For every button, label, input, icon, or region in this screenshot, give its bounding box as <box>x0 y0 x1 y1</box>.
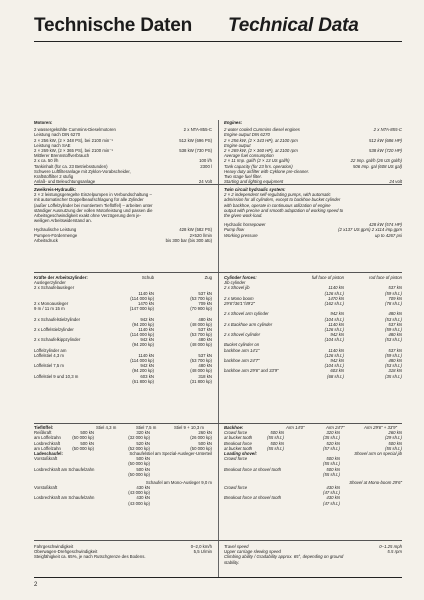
hydraulic-text-line <box>34 218 212 223</box>
force-value-2: (52 000 kp) <box>128 445 150 451</box>
forces-label: am Löffelzahn <box>34 445 61 451</box>
spec-label: Arbeitsdruck <box>34 237 58 243</box>
mono-label: Crowd force <box>224 485 248 491</box>
spec-value: 538 kW (730 PS) <box>179 147 212 153</box>
forces-label: at bucket tooth <box>224 445 253 451</box>
cylinder-push-value: (147 000 kp) <box>129 306 154 312</box>
spec-line <box>224 233 402 238</box>
column-header-pull: Zug <box>204 275 212 280</box>
spec-value: 5,5 U/min <box>193 549 212 555</box>
arm-column-3: Arm 29'6" + 33'9" <box>364 425 397 430</box>
spec-value: 2×520 l/min <box>189 232 212 238</box>
hydraulic-rule <box>34 272 402 273</box>
cylinder-push-value: (68 sh.t.) <box>327 373 344 379</box>
force-value-2: 320 kN <box>326 430 340 436</box>
cylinder-push-value: (114 000 kp) <box>130 358 154 363</box>
cylinder-push-value: (126 sh.t.) <box>324 352 344 358</box>
force-value-2: (35 sh.t.) <box>323 435 340 441</box>
cylinder-push-value: 1140 kN <box>138 326 154 332</box>
column-header-push: Schub <box>141 275 154 280</box>
cylinder-pull-value: 537 kN <box>388 347 402 353</box>
cylinder-pull-value: 480 kN <box>388 332 402 338</box>
hydraulic-text: 2 × 2 independent self-regulating pumps, with automatic <box>224 192 331 198</box>
spec-label: Pumpen-Fördermenge <box>34 232 78 238</box>
cylinder-push-value: 942 kN <box>140 363 154 369</box>
cylinder-pull-value: (48 000 kp) <box>190 321 212 327</box>
shovel-label: Losbrechkraft am Schaufelzahn <box>34 466 95 472</box>
cylinder-pull-value: (53 700 kp) <box>190 295 212 301</box>
force-value-1: (55 sh.t.) <box>267 445 284 451</box>
section-heading: Twin circuit hydraulic system: <box>224 187 286 192</box>
cylinder-label: backhoe arm 29'6" and 33'9" <box>224 368 279 374</box>
cylinder-push-value: 942 kN <box>330 358 344 363</box>
hydraulic-text: admission for all cylinders, except to backhoe bucket cylinder <box>224 197 341 203</box>
page-title-en: Technical Data <box>228 15 359 36</box>
force-value-1: (50 000 kp) <box>72 435 94 441</box>
cylinder-pull-value: (59 sh.t.) <box>385 326 402 332</box>
spec-label: Hydraulic horsepower <box>224 222 266 228</box>
force-value-3: 500 kN <box>198 440 212 446</box>
section-heading: Motoren: <box>34 120 53 125</box>
cylinder-push-value: (114 000 kp) <box>130 295 154 301</box>
mono-value: (43 000 kp) <box>128 490 150 496</box>
cylinder-push-value: 1140 kN <box>138 352 154 358</box>
cylinder-push-value: (126 sh.t.) <box>324 326 344 332</box>
cylinder-push-value: (126 sh.t.) <box>324 290 344 296</box>
cylinder-label: backhoe arm 24'7" <box>224 358 260 363</box>
hydraulic-text: mit automatischer Doppelbeaufschlagung für alle Zylinder <box>34 197 144 203</box>
cylinders-rule <box>34 423 402 424</box>
cylinder-push-value: 1470 kN <box>327 295 344 301</box>
spec-value: 24 volt <box>389 179 402 185</box>
cylinder-label: 29'6"/36'1"/49'2" <box>224 300 255 306</box>
cylinder-label: 2 x Shovel jib <box>224 285 250 291</box>
hydraulic-text: weiligen Arbeitswiderstand an. <box>34 218 92 224</box>
cylinder-push-value: 1140 kN <box>328 347 344 353</box>
spec-value: 538 kW (720 HP) <box>369 147 402 153</box>
cylinder-pull-value: (31 800 kp) <box>190 378 212 384</box>
shovel-label: Vorstoßkraft <box>34 456 58 462</box>
cylinder-push-value: 942 kN <box>140 337 154 343</box>
cylinder-push-value: 1140 kN <box>138 290 154 296</box>
cylinder-pull-value: (35 sh.t.) <box>385 373 402 379</box>
spec-label: Kraftstoffilter 2 stufig <box>34 173 74 179</box>
spec-label: Travel speed <box>224 544 249 549</box>
spec-value: 2 x NTA-855-C <box>183 127 212 133</box>
cylinder-push-value: (104 sh.t.) <box>324 363 344 369</box>
cylinder-label: Auslegerzylinder <box>34 280 66 286</box>
arm-column-2: Arm 24'7" <box>326 425 345 430</box>
cylinder-pull-value: (53 700 kp) <box>190 358 212 363</box>
cylinder-heading: Kräfte der Arbeitszylinder: <box>34 275 88 280</box>
cylinder-pull-value: (53 sh.t.) <box>385 363 402 369</box>
cylinder-label: backhoe arm 14'1" <box>224 347 260 353</box>
spec-label: Working pressure <box>224 232 258 238</box>
cylinder-pull-value: 537 kN <box>388 321 402 327</box>
shovel-value: (55 sh.t.) <box>323 471 340 477</box>
force-value-2: (57 sh.t.) <box>323 445 340 451</box>
shovel-row <box>224 472 402 477</box>
force-value-1: 500 kN <box>80 440 94 446</box>
spec-label: Tankinhalt (für ca. 23 Betriebsstunden) <box>34 163 108 169</box>
arm-column-1: Stiel 4,3 m <box>96 425 117 430</box>
hydraulic-text: (außer Löffelzylinder bei montiertem Tieflöffel) – arbeiten unter <box>34 202 153 208</box>
forces-heading: Tieflöffel: <box>34 425 54 430</box>
spec-label: 2 × 256 kW, (2 × 348 PS), bei 2100 min⁻¹ <box>34 137 113 143</box>
cylinder-push-value: (162 sh.t.) <box>324 300 344 306</box>
force-value-2: 320 kN <box>136 430 150 436</box>
cylinder-push-value: 1470 kN <box>137 300 154 306</box>
cylinder-label: 2 x Monoausleger <box>34 300 69 306</box>
spec-label: Oberwagen-Drehgeschwindigkeit <box>34 549 98 555</box>
hydraulic-text-line <box>224 213 402 218</box>
shovel-row <box>34 472 212 477</box>
cylinder-pull-value: 480 kN <box>198 363 212 369</box>
cylinder-label: 9 m / 11 m 15 m <box>34 306 65 312</box>
spec-value: 512 kW (686 HP) <box>369 137 402 143</box>
forces-label: Losbrechkraft <box>34 440 61 446</box>
spec-label: 2 × 269 kW, (2 × 365 PS), bei 2100 min⁻¹ <box>34 147 113 153</box>
cylinder-label: Löffelstiel 9 und 10,3 m <box>34 373 79 379</box>
mono-note: Schaufel am Mono-Ausleger 9,0 m <box>145 479 212 485</box>
motors-rule <box>34 184 402 185</box>
spec-value: bis 300 bar (bis 300 atü) <box>165 237 212 243</box>
spec-value: 0–2,0 km/h <box>190 544 212 549</box>
forces-label: at bucket tooth <box>224 435 253 441</box>
mono-value: 430 kN <box>326 495 340 501</box>
shovel-value: (55 sh.t.) <box>323 461 340 467</box>
spec-value: 2300 l <box>200 163 212 169</box>
shovel-label: Breakout force at shovel tooth <box>224 466 282 472</box>
digging-forces-section-en <box>224 425 402 506</box>
shovel-value: 500 kN <box>326 466 340 472</box>
spec-value: 24 Volt <box>198 179 212 185</box>
spec-label: 2 × 11 Imp. gal/h (2 × 13 US gal/h) <box>224 158 290 164</box>
cylinder-push-value: (104 sh.t.) <box>324 337 344 343</box>
spec-value: 428 kW (582 PS) <box>179 227 212 233</box>
forces-rule <box>34 540 402 541</box>
cylinder-label: Jib cylinder <box>224 280 246 286</box>
hydraulic-text: 2 × 2 leistungsgeregelte Einzelpumpen in Verbundschaltung – <box>34 192 152 198</box>
cylinder-row <box>224 374 402 379</box>
spec-value: (2 x137 US gpm) 2 x114 imp.gpm <box>338 227 402 233</box>
spec-label: 2 wassergekühlte Cummins-Dieselmotoren <box>34 127 116 133</box>
force-value-3: (29 sh.t.) <box>385 435 402 441</box>
force-value-3: 260 kN <box>388 430 402 436</box>
spec-label: Starting and lighting equipment <box>224 179 284 185</box>
forces-label: Reißkraft <box>34 430 52 436</box>
motors-section-de <box>34 120 212 184</box>
column-header-push: full face of piston <box>311 275 344 280</box>
mono-row <box>34 501 212 506</box>
cylinder-pull-value: 480 kN <box>388 311 402 317</box>
mono-value: (47 sh.t.) <box>323 490 340 496</box>
spec-label: Climbing ability / Gradability approx. 65°, depending on ground <box>224 554 344 560</box>
force-value-1: 500 kN <box>270 440 284 446</box>
page-title-de: Technische Daten <box>34 15 192 36</box>
cylinder-pull-value: 709 kN <box>198 300 212 306</box>
cylinder-push-value: 603 kN <box>140 373 154 379</box>
cylinder-label: 2 x Löffelstielzylinder <box>34 326 74 332</box>
title-rule <box>34 41 402 42</box>
force-value-3: 500 kN <box>388 440 402 446</box>
cylinder-pull-value: (70 900 kp) <box>190 306 212 312</box>
cylinder-heading: Cylinder forces: <box>224 275 257 280</box>
cylinder-label: 2 x Schaufelausleger <box>34 285 75 291</box>
mono-note: Shovel at Mono-boom 29'6" <box>349 479 402 485</box>
forces-label: am Löffelzahn <box>34 435 61 441</box>
mono-value: 430 kN <box>136 495 150 501</box>
spec-label: 2 water cooled Cummins diesel engines <box>224 127 300 133</box>
cylinder-label: 2 x Schaufelkippzylinder <box>34 337 81 343</box>
cylinder-label: 2 x Backhoe arm cylinder <box>224 321 273 327</box>
cylinder-pull-value: (48 000 kp) <box>190 368 212 374</box>
spec-label: Fahrgeschwindigkeit <box>34 544 74 549</box>
shovel-heading: Ladeschaufel: <box>34 450 63 456</box>
spec-label: stability. <box>224 559 240 565</box>
cylinder-pull-value: 480 kN <box>388 358 402 363</box>
force-value-1: 500 kN <box>270 430 284 436</box>
forces-label: Crowd force <box>224 430 248 436</box>
shovel-label: Crowd force <box>224 456 248 462</box>
cylinder-pull-value: (78 sh.t.) <box>385 300 402 306</box>
cylinder-push-value: (114 000 kp) <box>130 332 154 338</box>
spec-line <box>34 238 212 243</box>
cylinder-pull-value: 537 kN <box>198 326 212 332</box>
spec-label: Schwere Luftfilteranlage mit Zyklon-Vorabscheider, <box>34 168 131 174</box>
force-value-3: (50 000 kp) <box>190 445 212 451</box>
cylinder-pull-value: 537 kN <box>198 352 212 358</box>
cylinder-label: Löffelstiel 4,3 m <box>34 352 65 358</box>
cylinder-label: 2 x Mono boom <box>224 295 254 301</box>
shovel-note: Shovel arm on special jib <box>354 450 402 456</box>
spec-value: 0–1.25 mph <box>379 544 402 549</box>
spec-label: Engine output <box>224 142 251 148</box>
force-value-3: 260 kN <box>198 430 212 436</box>
cylinder-push-value: 942 kN <box>140 316 154 322</box>
cylinder-push-value: (94 200 kp) <box>132 342 154 348</box>
shovel-value: (50 000 kp) <box>128 471 150 477</box>
mono-value: (47 sh.t.) <box>323 500 340 506</box>
spec-value: 5.5 rpm <box>387 549 402 555</box>
spec-label: Tank capacity (for 23 hrs. operation) <box>224 163 293 169</box>
travel-section-en <box>224 544 402 565</box>
spec-label: 2 x ca. 50 l/h <box>34 158 59 164</box>
spec-label: Pump flow <box>224 227 245 233</box>
cylinder-label: 2 x Schaufelstielzylinder <box>34 316 81 322</box>
spec-value: up to 4267 psi <box>375 232 402 238</box>
cylinder-pull-value: (48 000 kp) <box>190 342 212 348</box>
cylinder-pull-value: 709 kN <box>388 295 402 301</box>
cylinder-pull-value: 537 kN <box>198 290 212 296</box>
mono-label: Breakout force at shovel tooth <box>224 495 282 501</box>
column-header-pull: rod face of piston <box>369 275 402 280</box>
mono-row <box>224 501 402 506</box>
arm-column-3: Stiel 9 + 10,3 m <box>174 425 204 430</box>
cylinders-section-de <box>34 275 212 384</box>
cylinder-row <box>34 379 212 384</box>
cylinder-label: 2 x Shovel arm cylinder <box>224 311 269 317</box>
cylinder-label: 2 x Shovel cylinder <box>224 332 261 338</box>
hydraulic-text: the given work-load. <box>224 212 263 218</box>
travel-section-de <box>34 544 212 560</box>
cylinder-pull-value: (59 sh.t.) <box>385 352 402 358</box>
spec-label: Mittlerer Brennstoffverbrauch <box>34 153 90 159</box>
force-value-3: (55 sh.t.) <box>385 445 402 451</box>
spec-value: 428 kW (574 HP) <box>369 222 402 228</box>
spec-value: 2 x NTA-855-C <box>373 127 402 133</box>
page-number: 2 <box>34 582 38 588</box>
shovel-value: 500 kN <box>136 456 150 462</box>
spec-label: 2 × 269 kW, (2 × 360 HP), at 2100 rpm <box>224 147 298 153</box>
spec-label: Leistung nach SAE <box>34 142 71 148</box>
spec-line <box>224 560 402 565</box>
bottom-rule <box>34 577 402 578</box>
mono-label: Vorstoßkraft <box>34 485 58 491</box>
spec-line <box>34 554 212 559</box>
hydraulic-text: output with precise and smooth adaptation of working speed to <box>224 207 344 213</box>
column-divider <box>218 120 219 578</box>
force-value-2: 520 kN <box>136 440 150 446</box>
spec-label: Leistung nach DIN 6270 <box>34 132 81 138</box>
cylinder-push-value: 1140 kN <box>328 285 344 291</box>
spec-value: 22 Imp. gal/h (26 US gal/h) <box>350 158 402 164</box>
cylinder-push-value: 1140 kN <box>328 321 344 327</box>
force-value-3: (26 000 kp) <box>190 435 212 441</box>
cylinder-push-value: (94 200 kp) <box>132 368 154 374</box>
cylinder-push-value: 942 kN <box>330 311 344 317</box>
cylinder-pull-value: (53 sh.t.) <box>385 337 402 343</box>
spec-label: Hydraulische Leistung <box>34 227 77 233</box>
cylinder-pull-value: 318 kN <box>198 373 212 379</box>
hydraulic-text: ständiger Ausnutzung der vollen Motorleistung und passen die <box>34 207 153 213</box>
spec-label: Upper carriage slewing speed <box>224 549 281 555</box>
shovel-note: Schaufelstiel am Spezial-Ausleger-Unterteil <box>129 450 212 456</box>
digging-forces-section-de <box>34 425 212 506</box>
force-value-1: (50 000 kp) <box>72 445 94 451</box>
shovel-heading: Loading shovel: <box>224 450 257 456</box>
section-heading: Zweikreis-Hydraulik: <box>34 187 77 192</box>
force-value-2: (32 000 kp) <box>128 435 150 441</box>
force-value-2: 520 kN <box>326 440 340 446</box>
spec-label: Steigfähigkeit ca. 65%, je nach Rutschgrenze des Bodens. <box>34 554 146 560</box>
motors-section-en <box>224 120 402 184</box>
spec-label: Anlaß- und Beleuchtungsanlage <box>34 179 96 185</box>
cylinder-push-value: 942 kN <box>330 332 344 338</box>
cylinder-pull-value: 480 kN <box>198 337 212 343</box>
cylinder-push-value: (61 800 kp) <box>132 378 154 384</box>
spec-label: Average fuel consumption <box>224 153 274 159</box>
shovel-value: 500 kN <box>326 456 340 462</box>
arm-column-2: Stiel 7,5 m <box>136 425 157 430</box>
cylinder-pull-value: 480 kN <box>198 316 212 322</box>
spec-label: Heavy duty airfilter with Cyklone pre-cleaner. <box>224 168 310 174</box>
cylinder-push-value: 603 kN <box>330 368 344 374</box>
forces-label: Breakout force <box>224 440 252 446</box>
forces-heading: Backhoe: <box>224 425 244 430</box>
cylinder-pull-value: 537 kN <box>388 285 402 291</box>
hydraulic-text: Arbeitsgeschwindigkeit exakt ohne Verzögerung dem je- <box>34 212 142 218</box>
hydraulic-text: with backhoe, operate in continuous utilization of engine <box>224 202 331 208</box>
spec-label: Two stage fuel filter. <box>224 173 262 179</box>
spec-value: 512 kW (696 PS) <box>179 137 212 143</box>
mono-value: 430 kN <box>326 485 340 491</box>
shovel-value: (50 000 kp) <box>128 461 150 467</box>
spec-value: 100 l/h <box>199 158 212 164</box>
cylinder-pull-value: (59 sh.t.) <box>385 290 402 296</box>
force-value-1: 500 kN <box>80 430 94 436</box>
spec-value: 506 Imp. gal (608 US gal) <box>353 163 402 169</box>
mono-label: Losbrechkraft am Schaufelzahn <box>34 495 95 501</box>
section-heading: Engines: <box>224 120 243 125</box>
spec-label: Engine output DIN 6270 <box>224 132 270 138</box>
cylinder-pull-value: 318 kN <box>388 368 402 374</box>
cylinder-push-value: (94 200 kp) <box>132 321 154 327</box>
hydraulic-section-en <box>224 187 402 238</box>
force-value-1: (55 sh.t.) <box>267 435 284 441</box>
hydraulic-section-de <box>34 187 212 243</box>
cylinder-label: Bucket cylinder on <box>224 342 260 348</box>
arm-column-1: Arm 14'0" <box>286 425 305 430</box>
cylinders-section-en <box>224 275 402 379</box>
cylinder-label: Löffelzylinder am <box>34 347 67 353</box>
mono-value: (43 000 kp) <box>128 500 150 506</box>
mono-value: 430 kN <box>136 485 150 491</box>
spec-label: 2 × 256 kW, (2 × 343 HP), at 2100 rpm <box>224 137 298 143</box>
cylinder-label: Löffelstiel 7,5 m <box>34 363 65 369</box>
cylinder-push-value: (104 sh.t.) <box>324 316 344 322</box>
cylinder-pull-value: (53 sh.t.) <box>385 316 402 322</box>
cylinder-pull-value: (53 700 kp) <box>190 332 212 338</box>
shovel-value: 500 kN <box>136 466 150 472</box>
